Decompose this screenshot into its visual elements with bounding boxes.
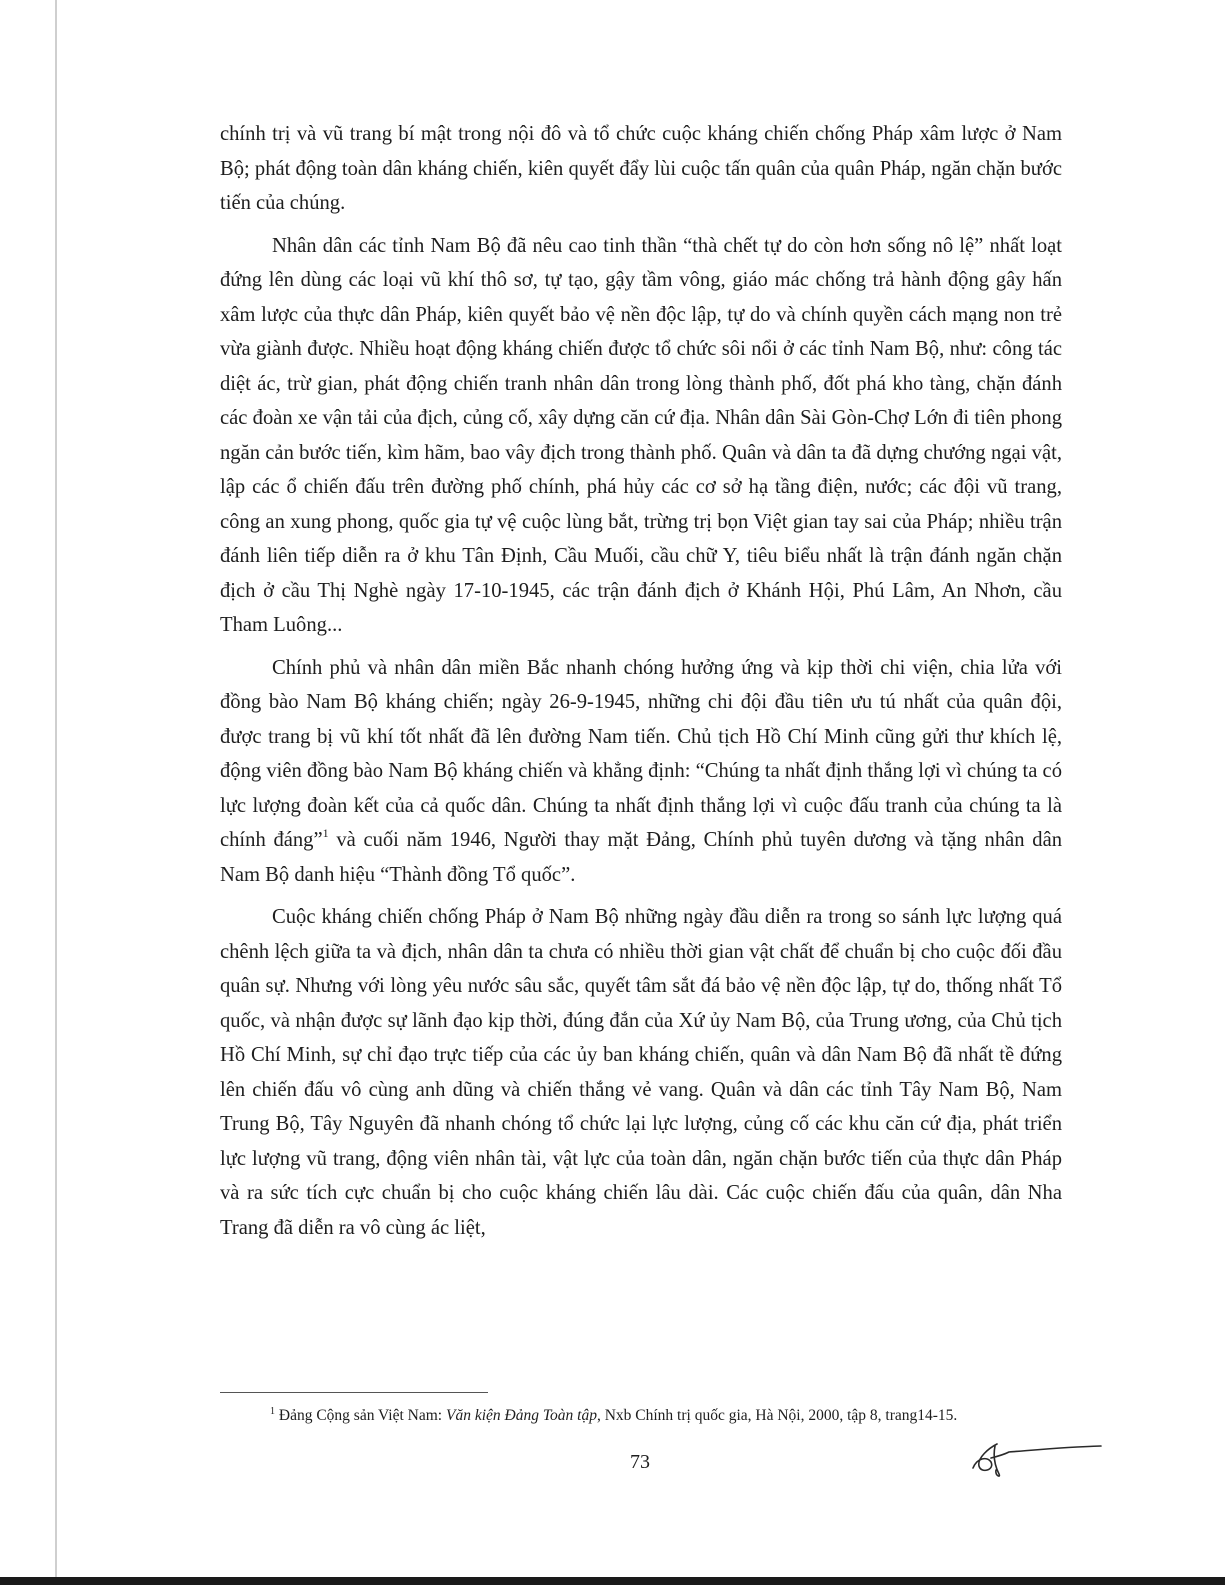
footnote-reference[interactable]: 1 [322, 826, 329, 840]
paragraph-3-before: Chính phủ và nhân dân miền Bắc nhanh chóng hưởng ứng và kịp thời chi viện, chia lửa với đồng bào Nam Bộ kháng chiến; ngày 26-9-1945, những chi đội đầu tiên ưu tú nhất của quân đội, được trang bị vũ khí tốt nhất đã lên đường Nam tiến. Chủ tịch Hồ Chí Minh cũng gửi thư khích lệ, động viên đồng bào Nam Bộ kháng chiến và khẳng định: “Chúng ta nhất định thắng lợi vì chúng ta có lực lượng đoàn kết của cả quốc dân. Chúng ta nhất định thắng lợi vì cuộc đấu tranh của chúng ta là chính đáng” [220, 656, 1062, 851]
page-number: 73 [630, 1451, 650, 1473]
footnote-divider [220, 1392, 488, 1393]
paragraph-2: Nhân dân các tỉnh Nam Bộ đã nêu cao tinh thần “thà chết tự do còn hơn sống nô lệ” nhất loạt đứng lên dùng các loại vũ khí thô sơ, tự tạo, gậy tầm vông, giáo mác chống trả hành động gây hấn xâm lược của thực dân Pháp, kiên quyết bảo vệ nền độc lập, tự do và chính quyền cách mạng non trẻ vừa giành được. Nhiều hoạt động kháng chiến được tổ chức sôi nổi ở các tỉnh Nam Bộ, như: công tác diệt ác, trừ gian, phát động chiến tranh nhân dân trong lòng thành phố, đốt phá kho tàng, chặn đánh các đoàn xe vận tải của địch, củng cố, xây dựng căn cứ địa. Nhân dân Sài Gòn-Chợ Lớn đi tiên phong ngăn cản bước tiến, kìm hãm, bao vây địch trong thành phố. Quân và dân ta đã dựng chướng ngại vật, lập các ổ chiến đấu trên đường phố chính, phá hủy các cơ sở hạ tầng điện, nước; các đội vũ trang, công an xung phong, quốc gia tự vệ cuộc lùng bắt, trừng trị bọn Việt gian tay sai của Pháp; nhiều trận đánh liên tiếp diễn ra ở khu Tân Định, Cầu Muối, cầu chữ Y, tiêu biểu nhất là trận đánh ngăn chặn địch ở cầu Thị Nghè ngày 17-10-1945, các trận đánh địch ở Khánh Hội, Phú Lâm, An Nhơn, cầu Tham Luông... [220, 234, 1062, 636]
paragraph-3 [220, 651, 1062, 893]
paragraph-4: Cuộc kháng chiến chống Pháp ở Nam Bộ những ngày đầu diễn ra trong so sánh lực lượng quá chênh lệch giữa ta và địch, nhân dân ta chưa có nhiều thời gian vật chất để chuẩn bị cho cuộc đối đầu quân sự. Nhưng với lòng yêu nước sâu sắc, quyết tâm sắt đá bảo vệ nền độc lập, tự do, thống nhất Tổ quốc, và nhận được sự lãnh đạo kịp thời, đúng đắn của Xứ ủy Nam Bộ, của Trung ương, của Chủ tịch Hồ Chí Minh, sự chỉ đạo trực tiếp của các ủy ban kháng chiến, quân và dân Nam Bộ đã nhất tề đứng lên chiến đấu vô cùng anh dũng và chiến thắng vẻ vang. Quân và dân các tỉnh Tây Nam Bộ, Nam Trung Bộ, Tây Nguyên đã nhanh chóng tổ chức lại lực lượng, củng cố các khu căn cứ địa, phát triển lực lượng vũ trang, động viên nhân tài, vật lực của toàn dân, ngăn chặn bước tiến của thực dân Pháp và ra sức tích cực chuẩn bị cho cuộc kháng chiến lâu dài. Các cuộc chiến đấu của quân, dân Nha Trang đã diễn ra vô cùng ác liệt, [220, 906, 1062, 1239]
handwritten-initials [965, 1430, 1105, 1480]
page-body [220, 117, 1062, 1253]
footnote [220, 1404, 1062, 1427]
footnote-rest: , Nxb Chính trị quốc gia, Hà Nội, 2000, tập 8, trang14-15. [596, 1407, 958, 1424]
paragraph-3-after: và cuối năm 1946, Người thay mặt Đảng, Chính phủ tuyên dương và tặng nhân dân Nam Bộ danh hiệu “Thành đồng Tổ quốc”. [220, 829, 1063, 886]
paragraph-1: chính trị và vũ trang bí mật trong nội đô và tổ chức cuộc kháng chiến chống Pháp xâm lược ở Nam Bộ; phát động toàn dân kháng chiến, kiên quyết đẩy lùi cuộc tấn quân của quân Pháp, ngăn chặn bước tiến của chúng. [220, 123, 1062, 214]
footnote-marker: 1 [270, 1406, 275, 1417]
footnote-title: Văn kiện Đảng Toàn tập [445, 1407, 597, 1424]
scan-edge-bottom [0, 1577, 1225, 1585]
footnote-lead: Đảng Cộng sản Việt Nam: [275, 1407, 446, 1424]
scan-edge-left [55, 0, 57, 1585]
